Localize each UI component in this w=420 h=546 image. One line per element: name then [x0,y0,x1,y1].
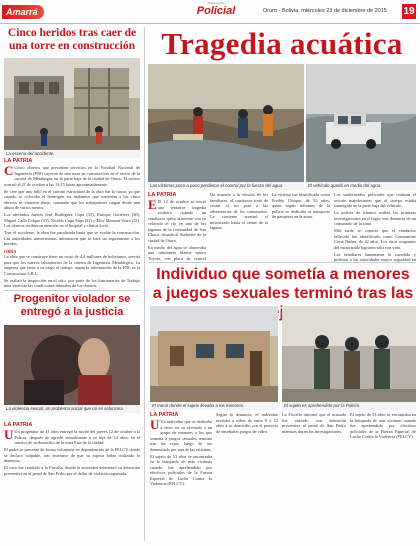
dropcap: E [148,199,157,212]
story1-photo-caption: La escena del accidente. [4,150,140,158]
story1-paragraph: C Cinco obreros que prestaban servicios en la Facultad Nacional de Ingeniería (FNI) cayeron de una torre en construcción en el sector de la carrera de Metalurgia, en la parte baja de la ciudad de Oruro. El suceso ocurrió el 21 de octubre a las 13:15 horas aproximadamente. [4,165,140,187]
brand-supplement: Suplemento [207,1,224,5]
arrest-photo [282,306,416,402]
main-paragraph: La policía de tránsito realizó las primeras investigaciones en el lugar, tras denuncia de un comunario de la zona. [334,210,416,226]
story2-body-col1 [150,419,212,543]
violence-photo [4,325,140,405]
flood-rescue-photo [148,64,304,182]
story3-paragraph: U Un progenitor de 41 años entregó la noche del jueves 12 de octubre a la Policía, después de agredir sexualmente a su hija de 14 años, en el interior de su domicilio de la zona Este de la ciudad. [4,429,140,445]
story3-paragraph: El caso fue remitido a la Fiscalía, donde la autoridad determinó su detención preventiva en el penal de San Pedro por el delito de violación agravada. [4,465,140,476]
masthead [0,0,420,24]
story1-paragraph: La obra que se construye tiene un costo de 4,4 millones de bolivianos, servirá para que los nuevos laboratorios de la carrera de Ingeniería Metalúrgica. La empresa que tiene a su cargo el trabajo, según la información de la FNI, es la Constructora S.R.L. [4,254,140,276]
main-paragraph: Más tarde se conoció que el conductor fallecido fue identificado como Constantino Coria Nuñez, de 42 años. Los otros ocupantes del motorizado lograron salir con vida. [334,228,416,250]
construction-photo [4,58,140,156]
vehicle-photo [306,64,416,182]
story1-subhead: OBRA [4,248,17,254]
dropcap: U [150,419,160,432]
column-divider [144,27,145,541]
story1-body [4,165,140,287]
main-photo2-caption: El vehículo quedó en medio del agua. [306,182,416,190]
story1-paragraph: Se realizó la inspección en el sitio, por parte de los funcionarios de Trabajo para verificar las condiciones laborales de los obreros. [4,277,140,287]
story2-paragraph: El sujeto de 53 años se encontraba en la búsqueda de más víctimas cuando fue aprehendido por efectivos policiales de la Fuerza Especial de Lucha Contra la Violencia (FELCV). [150,453,212,486]
main-body-col3 [272,192,330,262]
story2-paragraph: El sujeto de 53 años se encontraba en la búsqueda de más víctimas cuando fue aprehendido por efectivos policiales de la Fuerza Especial de Lucha Contra la Violencia (FELCV). [350,412,416,439]
dropcap: C [4,165,14,178]
story2-paragraph: La Fiscalía informó que el acusado fue enviado con detención preventiva al penal de San Pedro mientras duran las investigaciones. [282,412,346,434]
story3-headline: Progenitor violador se entregó a la justicia [13,293,131,318]
page-number: 19 [403,6,415,17]
story2-photo1-caption: El moral donde el sujeto llevaba a los menores. [150,402,278,410]
main-photo1-caption: Las víctimas poco a poco perdieron el control por la fuerza del agua. [148,182,304,190]
main-paragraph: En medio del agua se observaba una camioneta blanca marca Toyota, con placa de control [148,244,206,261]
story2-paragraph: U Un individuo que se dedicaba a tener en su vivienda a un grupo de menores a los que sometía a juegos sexuales terminó tras las rejas, luego de ser denunciado por una de las víctimas. [150,419,212,452]
main-paragraph: Los familiares lamentaron lo sucedido y pidieron a las autoridades mayor seguridad en [334,251,416,262]
story2-kicker: LA PATRIA [150,412,179,418]
story1-paragraph: Los afectados fueron José Rodríguez Copa (33), Enrique Gutiérrez (30), Miguel Calla Colque (31), Nicolás Copa Sirpi (21) y Eloy Mamani Vorra (32). Los obreros recibieron atención en el hospital y clínica local. [4,212,140,228]
story2-headline: Individuo que sometía a menores a juegos sexuales terminó tras las [152,266,414,302]
brand-logo [193,1,239,17]
section-tab: Amarrá [2,5,44,19]
story1-paragraph: Se cree que uno falló en el calculo estructural de la obra fue la causa; ya que cuando se colocaba el hormigón los andamios que sostenían a los cinco obreros se vinieron abajo, causando que los trabajadores caigan desde una altura de varios metros. [4,188,140,210]
section-divider [148,262,416,263]
brand-name: Policial [196,5,236,17]
story2-body-col2 [216,412,278,543]
story2-body-col4 [350,412,416,543]
story2-photo2-caption: El sujeto es aprehendido por la Policía. [282,402,416,410]
story1-paragraph: Tras el accidente, la obra fue paralizada hasta que se evalúe la construcción. Las autoridades universitarias informaron que se hará un seguimiento a los heridos. [4,230,140,246]
section-divider-left [4,290,140,291]
dateline: Oruro - Bolivia, miércoles 23 de diciembre de 2015 [263,8,387,14]
story3-photo-caption: La violencia sexual, un problema social que no se soluciona. [4,405,140,413]
story3-kicker: LA PATRIA [4,422,33,428]
dropcap: U [4,429,14,442]
story2-body-col3 [282,412,346,543]
main-kicker: LA PATRIA [148,192,177,198]
main-body-col4 [334,192,416,262]
house-photo [150,306,278,402]
main-paragraph: De acuerdo a la versión de los familiares, el conductor trató de cruzar el río pese a las advertencias de los comunarios. La corriente arrastró el motorizado hasta el centro de la laguna. [210,192,268,230]
story3-paragraph: El padre se presentó de forma voluntaria en dependencias de la FELCV donde se declaró culpable, tras enterarse de que su esposa había realizado la denuncia. [4,447,140,463]
main-body-col1 [148,199,206,261]
main-paragraph: La víctima fue identificada como Freddy Choque, de 35 años, quien según informes de la policía se dedicaba al transporte de pasajeros en la zona. [272,192,330,219]
story1-kicker: LA PATRIA [4,158,33,164]
main-body-col2 [210,192,268,262]
story1-headline: Cinco heridos tras caer de una torre en construcción [7,27,137,52]
main-paragraph: Los uniformados policiales que realizan el rescate manifestaron que el cuerpo estaba sumergido en la parte baja del vehículo. [334,192,416,208]
main-headline: Tragedia acuática [161,26,403,61]
story2-paragraph: Según la denuncia, el individuo invitaba a niños de entre 8 y 12 años a su domicilio con el pretexto de enseñarles juegos de video. [216,412,278,434]
main-paragraph: E El 12 de octubre se inició una tentativa tragedia acuática cuando un conductor quiso atravesar con su vehículo el río en una de las lagunas de la comunidad de San Chaca, situada al Sudoeste de la ciudad de Oruro. [148,199,206,243]
story3-body [4,429,140,543]
